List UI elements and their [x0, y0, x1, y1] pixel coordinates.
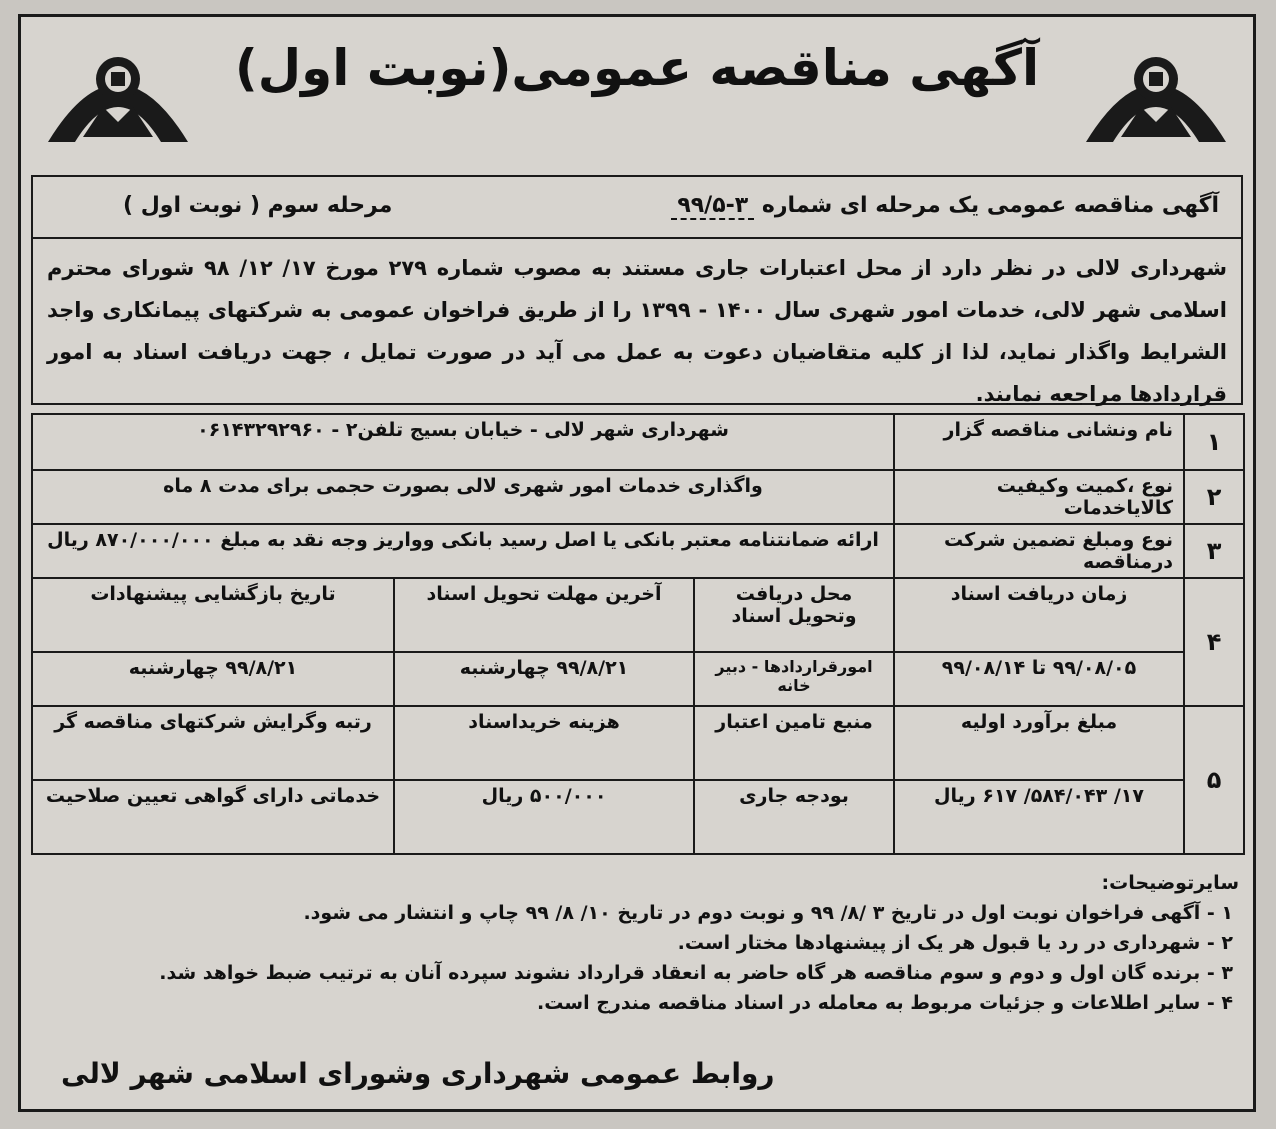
other-notes [31, 872, 1243, 1018]
opening-date-value: ۹۹/۸/۲۱ چهارشنبه [32, 652, 394, 706]
note-item: ۱ - آگهی فراخوان نوبت اول در تاریخ ۳ /۸/ ۹۹ و نوبت دوم در تاریخ ۱۰/ ۸/ ۹۹ چاپ و انتشار می شود. [303, 902, 1233, 924]
document-fee-header: هزینه خریداسناد [394, 706, 694, 780]
receive-place-value: امورقراردادها - دبیر خانه [694, 652, 894, 706]
notice-box [31, 175, 1243, 405]
bidder-grade-value: خدماتی دارای گواهی تعیین صلاحیت [32, 780, 394, 854]
municipality-emblem-icon [1081, 37, 1231, 147]
note-item: ۳ - برنده گان اول و دوم و سوم مناقصه هر گاه حاضر به انعقاد قرارداد نشوند سپرده آنان به ترتیب ضبط خواهد شد. [159, 962, 1233, 984]
row-value: ارائه ضمانتنامه معتبر بانکی یا اصل رسید بانکی وواریز وجه نقد به مبلغ ۸۷۰/۰۰۰/۰۰۰ ریال [32, 524, 894, 578]
table-row [32, 706, 1244, 780]
municipality-emblem-icon [43, 37, 193, 147]
receive-time-value: ۹۹/۰۸/۰۵ تا ۹۹/۰۸/۱۴ [894, 652, 1184, 706]
header [21, 17, 1253, 167]
funding-source-header: منبع تامین اعتبار [694, 706, 894, 780]
row-index: ۵ [1184, 706, 1244, 854]
tender-details-table [31, 413, 1245, 855]
note-item: ۲ - شهرداری در رد یا قبول هر یک از پیشنهادها مختار است. [677, 932, 1233, 954]
deadline-value: ۹۹/۸/۲۱ چهارشنبه [394, 652, 694, 706]
notice-stage: مرحله سوم ( نوبت اول ) [123, 193, 393, 218]
table-row [32, 578, 1244, 652]
bidder-grade-header: رتبه وگرایش شرکتهای مناقصه گر [32, 706, 394, 780]
estimate-header: مبلغ برآورد اولیه [894, 706, 1184, 780]
row-index: ۱ [1184, 414, 1244, 470]
note-item: ۴ - سایر اطلاعات و جزئیات مربوط به معامله در اسناد مناقصه مندرج است. [537, 992, 1233, 1014]
receive-place-header: محل دریافت وتحویل اسناد [694, 578, 894, 652]
opening-date-header: تاریخ بازگشایی پیشنهادات [32, 578, 394, 652]
notice-heading-row [33, 177, 1241, 239]
notice-body: شهرداری لالی در نظر دارد از محل اعتبارات جاری مستند به مصوب شماره ۲۷۹ مورخ ۱۷/ ۱۲/ ۹۸ شورای محترم اسلامی شهر لالی، خدمات امور شهری سال ۱۴۰۰ - ۱۳۹۹ را از طریق فراخوان عمومی به شرکتهای پیمانکاری واجد الشرایط واگذار نماید، لذا از کلیه متقاضیان دعوت به عمل می آید در صورت تمایل ، جهت دریافت اسناد به امور قراردادها مراجعه نمایند. [47, 256, 1228, 406]
row-value: شهرداری شهر لالی - خیابان بسیج تلفن۲ - ۰۶۱۴۳۲۹۲۹۶۰ [32, 414, 894, 470]
row-value: واگذاری خدمات امور شهری لالی بصورت حجمی برای مدت ۸ ماه [32, 470, 894, 524]
estimate-value: ۱۷/ ۵۸۴/۰۴۳/ ۶۱۷ ریال [894, 780, 1184, 854]
row-index: ۲ [1184, 470, 1244, 524]
row-label: نوع ومبلغ تضمین شرکت درمناقصه [894, 524, 1184, 578]
notice-heading-text: آگهی مناقصه عمومی یک مرحله ای شماره [761, 193, 1219, 218]
deadline-header: آخرین مهلت تحویل اسناد [394, 578, 694, 652]
notes-heading: سایرتوضیحات: [1101, 872, 1239, 894]
row-index: ۳ [1184, 524, 1244, 578]
notice-heading [671, 193, 1219, 218]
table-row [32, 652, 1244, 706]
page-title: آگهی مناقصه عمومی(نوبت اول) [234, 39, 1040, 97]
notice-number: ۳-۹۹/۵ [671, 193, 754, 220]
footer-signature: روابط عمومی شهرداری وشورای اسلامی شهر لالی [61, 1057, 775, 1090]
row-label: نام ونشانی مناقصه گزار [894, 414, 1184, 470]
table-row [32, 414, 1244, 470]
row-label: نوع ،کمیت وکیفیت کالایاخدمات [894, 470, 1184, 524]
funding-source-value: بودجه جاری [694, 780, 894, 854]
table-row [32, 780, 1244, 854]
table-row [32, 470, 1244, 524]
table-row [32, 524, 1244, 578]
receive-time-header: زمان دریافت اسناد [894, 578, 1184, 652]
tender-notice-page [18, 14, 1256, 1112]
document-fee-value: ۵۰۰/۰۰۰ ریال [394, 780, 694, 854]
row-index: ۴ [1184, 578, 1244, 706]
